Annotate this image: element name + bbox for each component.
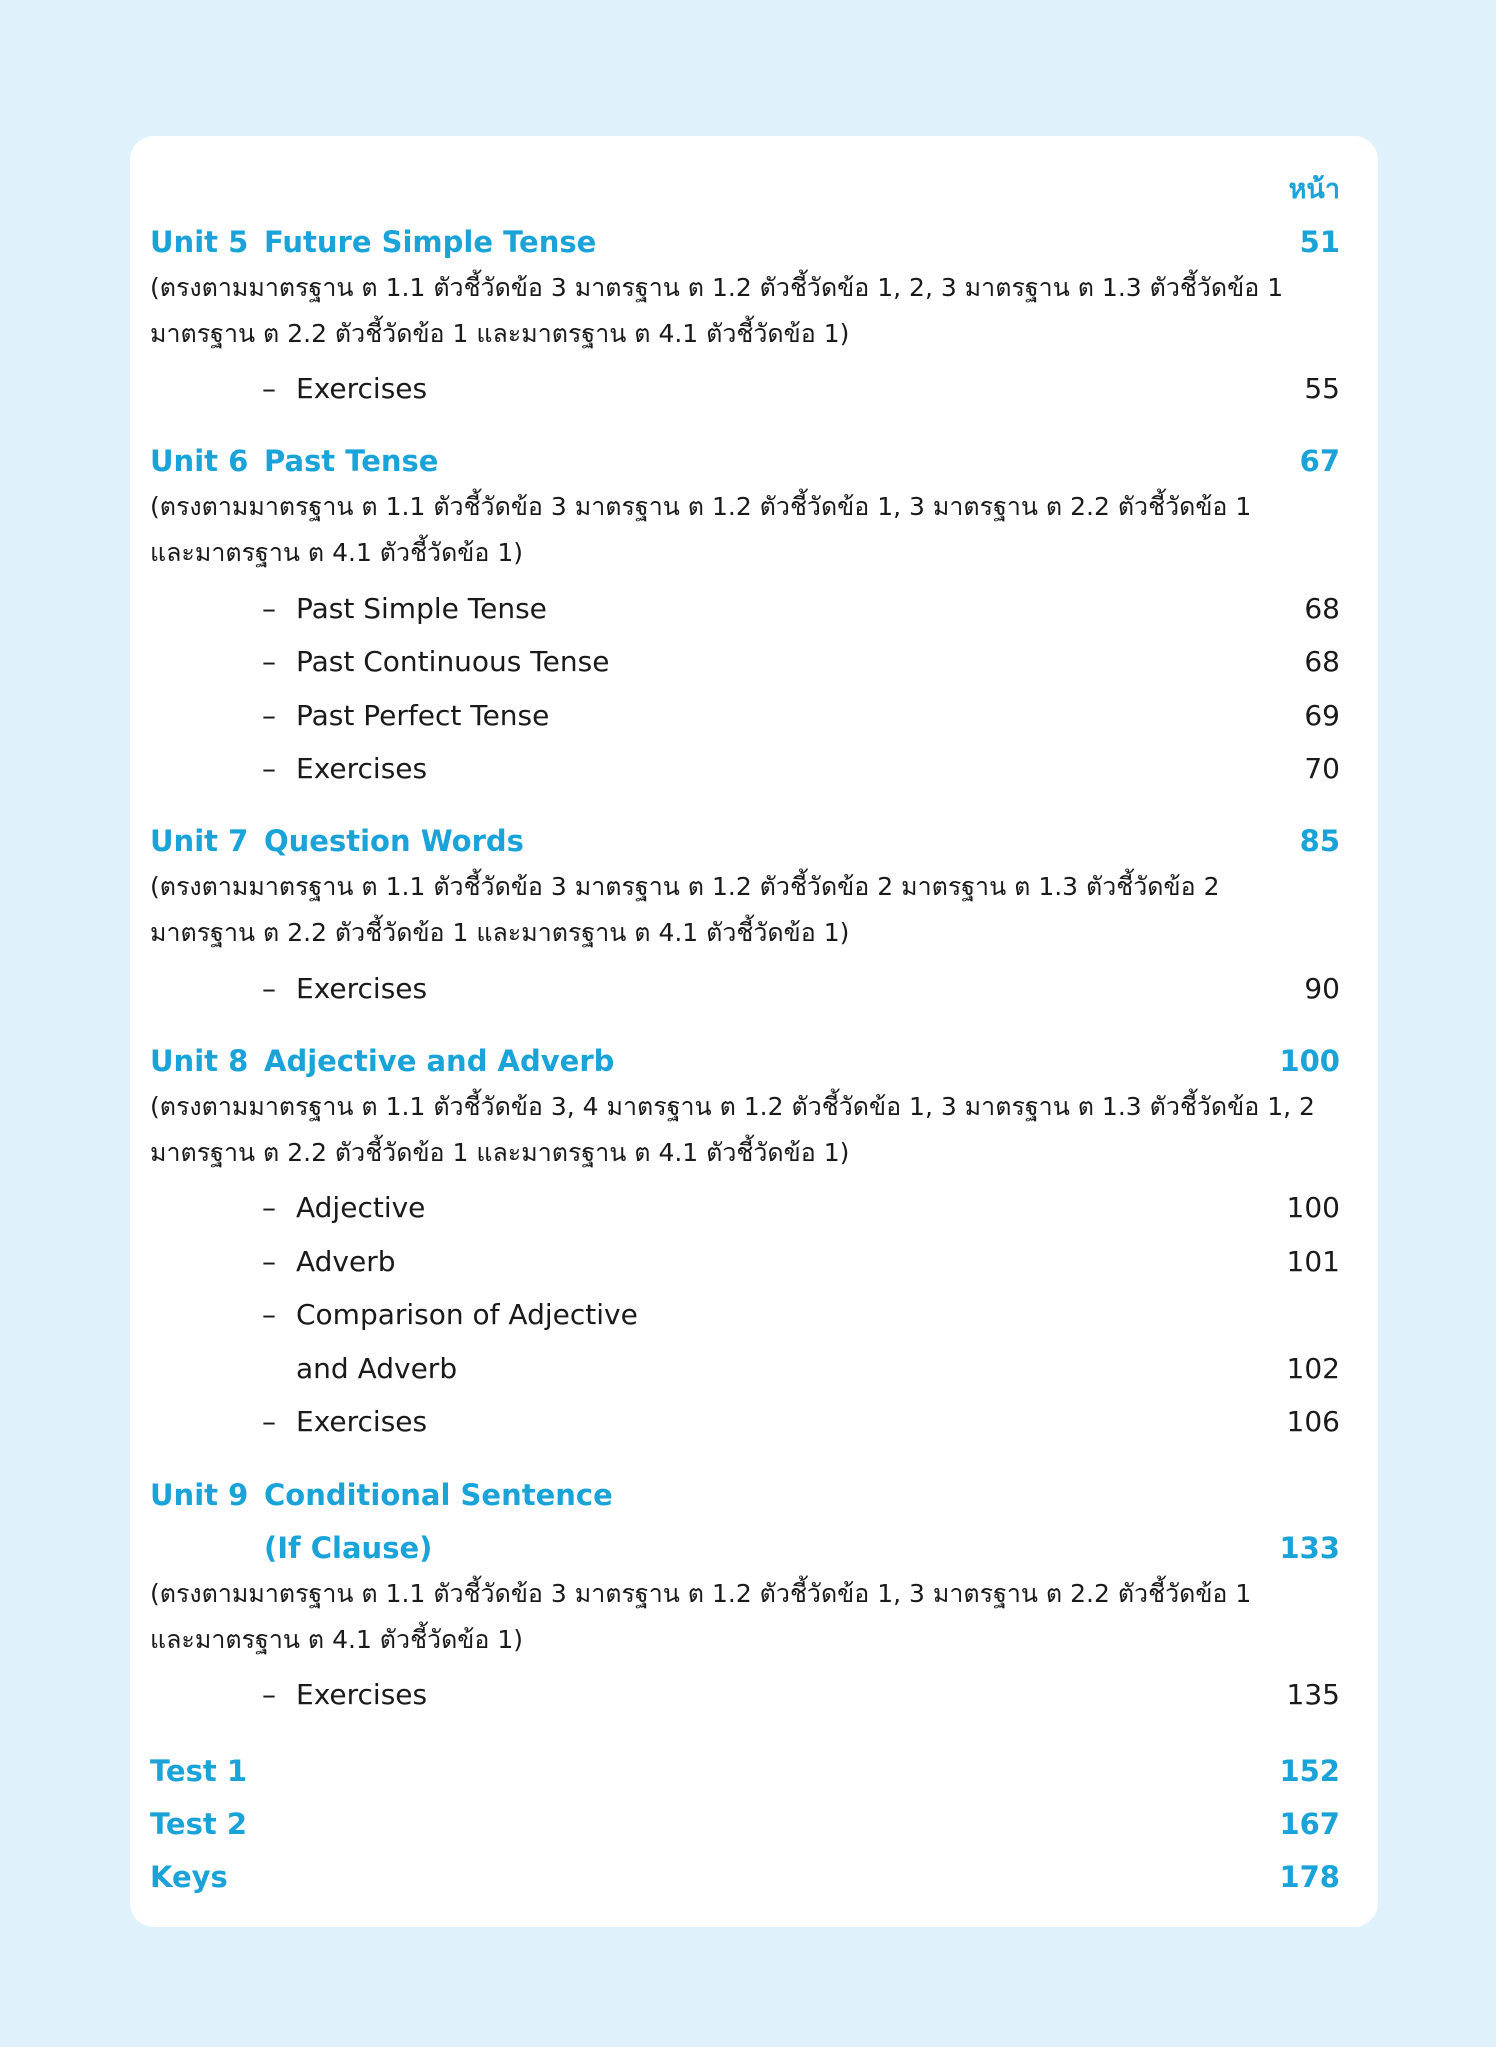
dash-bullet: –	[262, 971, 276, 1005]
toc-entry[interactable]	[150, 1293, 1340, 1335]
toc-entry[interactable]	[150, 1186, 1340, 1228]
entry-text: Exercises	[296, 1677, 428, 1711]
entry-page: 69	[1304, 698, 1340, 732]
entry-page: 70	[1304, 751, 1340, 785]
unit-label: Unit 9	[150, 1478, 249, 1512]
extra-label: Keys	[150, 1860, 228, 1894]
dash-bullet: –	[262, 1677, 276, 1711]
entry-text: and Adverb	[296, 1351, 458, 1385]
entry-page: 68	[1304, 644, 1340, 678]
standards-line: (ตรงตามมาตรฐาน ต 1.1 ตัวชี้วัดข้อ 3 มาตรฐาน ต 1.2 ตัวชี้วัดข้อ 1, 3 มาตรฐาน ต 2.2 ตัวชี้วัดข้อ 1	[150, 492, 1252, 521]
standards-line: และมาตรฐาน ต 4.1 ตัวชี้วัดข้อ 1)	[150, 1625, 524, 1654]
unit-title: Future Simple Tense	[264, 225, 597, 259]
entry-text: Exercises	[296, 1404, 428, 1438]
unit-standards	[150, 1571, 1340, 1663]
unit-page: 85	[1299, 824, 1340, 858]
unit-title: Adjective and Adverb	[264, 1044, 615, 1078]
unit-title: Conditional Sentence	[264, 1478, 613, 1512]
standards-line: มาตรฐาน ต 2.2 ตัวชี้วัดข้อ 1 และมาตรฐาน ต 4.1 ตัวชี้วัดข้อ 1)	[150, 1138, 850, 1167]
unit-title-continued: (If Clause)	[264, 1531, 433, 1565]
toc-unit-7[interactable]	[150, 820, 1340, 862]
standards-line: (ตรงตามมาตรฐาน ต 1.1 ตัวชี้วัดข้อ 3 มาตรฐาน ต 1.2 ตัวชี้วัดข้อ 2 มาตรฐาน ต 1.3 ตัวชี้วัดข้อ 2	[150, 872, 1220, 901]
entry-page: 55	[1304, 371, 1340, 405]
standards-line: มาตรฐาน ต 2.2 ตัวชี้วัดข้อ 1 และมาตรฐาน ต 4.1 ตัวชี้วัดข้อ 1)	[150, 319, 850, 348]
extra-page: 152	[1279, 1754, 1340, 1788]
unit-standards	[150, 1084, 1340, 1176]
entry-text: Exercises	[296, 751, 428, 785]
toc-entry[interactable]	[150, 967, 1340, 1009]
unit-label: Unit 7	[150, 824, 249, 858]
toc-unit-8[interactable]	[150, 1040, 1340, 1082]
entry-page: 68	[1304, 591, 1340, 625]
dash-bullet: –	[262, 1404, 276, 1438]
dash-bullet: –	[262, 644, 276, 678]
entry-text: Past Simple Tense	[296, 591, 547, 625]
toc-entry[interactable]	[150, 747, 1340, 789]
dash-bullet: –	[262, 1190, 276, 1224]
unit-page: 133	[1279, 1531, 1340, 1565]
toc-entry[interactable]	[150, 367, 1340, 409]
dash-bullet: –	[262, 698, 276, 732]
entry-text: Exercises	[296, 371, 428, 405]
toc-header	[150, 167, 1340, 209]
toc-entry[interactable]	[150, 640, 1340, 682]
toc-unit-9[interactable]	[150, 1474, 1340, 1516]
extra-label: Test 2	[150, 1807, 247, 1841]
toc-entry[interactable]	[150, 1347, 1340, 1389]
entry-page: 106	[1286, 1404, 1340, 1438]
toc-unit-9-continued[interactable]	[150, 1527, 1340, 1569]
unit-title: Question Words	[264, 824, 524, 858]
standards-line: และมาตรฐาน ต 4.1 ตัวชี้วัดข้อ 1)	[150, 538, 524, 567]
unit-label: Unit 6	[150, 444, 249, 478]
entry-text: Past Continuous Tense	[296, 644, 610, 678]
unit-label: Unit 5	[150, 225, 249, 259]
unit-page: 100	[1279, 1044, 1340, 1078]
extra-page: 167	[1279, 1807, 1340, 1841]
entry-text: Past Perfect Tense	[296, 698, 550, 732]
unit-standards	[150, 864, 1340, 956]
entry-text: Comparison of Adjective	[296, 1297, 638, 1331]
entry-page: 100	[1286, 1190, 1340, 1224]
entry-page: 102	[1286, 1351, 1340, 1385]
unit-page: 51	[1299, 225, 1340, 259]
toc-entry[interactable]	[150, 1673, 1340, 1715]
dash-bullet: –	[262, 751, 276, 785]
toc-entry[interactable]	[150, 694, 1340, 736]
dash-bullet: –	[262, 371, 276, 405]
entry-page: 101	[1286, 1244, 1340, 1278]
toc-entry[interactable]	[150, 587, 1340, 629]
toc-unit-6[interactable]	[150, 440, 1340, 482]
standards-line: (ตรงตามมาตรฐาน ต 1.1 ตัวชี้วัดข้อ 3 มาตรฐาน ต 1.2 ตัวชี้วัดข้อ 1, 3 มาตรฐาน ต 2.2 ตัวชี้วัดข้อ 1	[150, 1579, 1252, 1608]
toc-entry[interactable]	[150, 1240, 1340, 1282]
dash-bullet: –	[262, 591, 276, 625]
extra-label: Test 1	[150, 1754, 247, 1788]
toc-unit-5[interactable]	[150, 221, 1340, 263]
entry-text: Exercises	[296, 971, 428, 1005]
unit-title: Past Tense	[264, 444, 439, 478]
standards-line: มาตรฐาน ต 2.2 ตัวชี้วัดข้อ 1 และมาตรฐาน ต 4.1 ตัวชี้วัดข้อ 1)	[150, 918, 850, 947]
toc-test-1[interactable]	[150, 1750, 1340, 1792]
unit-page: 67	[1299, 444, 1340, 478]
toc-entry[interactable]	[150, 1400, 1340, 1442]
extra-page: 178	[1279, 1860, 1340, 1894]
entry-text: Adjective	[296, 1190, 426, 1224]
standards-line: (ตรงตามมาตรฐาน ต 1.1 ตัวชี้วัดข้อ 3 มาตรฐาน ต 1.2 ตัวชี้วัดข้อ 1, 2, 3 มาตรฐาน ต 1.3 ตัวชี้วัดข้อ 1	[150, 273, 1284, 302]
standards-line: (ตรงตามมาตรฐาน ต 1.1 ตัวชี้วัดข้อ 3, 4 มาตรฐาน ต 1.2 ตัวชี้วัดข้อ 1, 3 มาตรฐาน ต 1.3 ตัวชี้วัดข้อ 1, 2	[150, 1092, 1315, 1121]
entry-page: 90	[1304, 971, 1340, 1005]
unit-standards	[150, 484, 1340, 576]
dash-bullet: –	[262, 1297, 276, 1331]
toc-test-2[interactable]	[150, 1803, 1340, 1845]
unit-label: Unit 8	[150, 1044, 249, 1078]
dash-bullet: –	[262, 1244, 276, 1278]
entry-text: Adverb	[296, 1244, 396, 1278]
unit-standards	[150, 265, 1340, 357]
entry-page: 135	[1286, 1677, 1340, 1711]
toc-keys[interactable]	[150, 1856, 1340, 1898]
page-column-label: หน้า	[1288, 173, 1340, 205]
